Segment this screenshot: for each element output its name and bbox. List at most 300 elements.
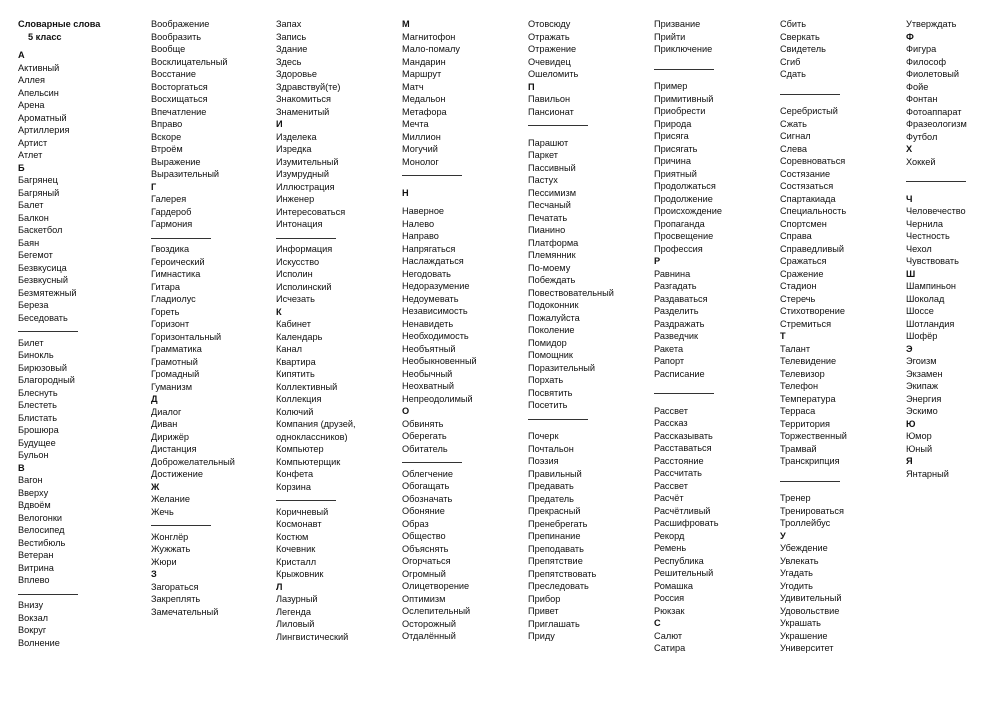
word-item: Безмятежный (18, 287, 77, 298)
word-item: Баян (18, 237, 40, 248)
word-item: Лазурный (276, 594, 318, 604)
letter-heading: Г (151, 181, 157, 192)
word-item: Разделить (654, 306, 699, 316)
word-item: Втроём (151, 144, 183, 154)
word-item: Расписание (654, 368, 705, 379)
word-item: Вправо (151, 119, 183, 129)
word-item: Республика (654, 555, 704, 566)
word-item: Хоккей (906, 156, 936, 167)
word-item: Корзина (276, 481, 311, 492)
word-item: Календарь (276, 331, 323, 342)
word-item: Удовольствие (780, 605, 840, 616)
word-item: Пессимизм (528, 187, 577, 198)
word-item: Мандарин (402, 56, 446, 67)
word-item: Впечатление (151, 106, 207, 117)
word-item: Предатель (528, 493, 574, 504)
word-item: Восторгаться (151, 81, 208, 92)
word-item: Шотландия (906, 318, 955, 329)
word-item: Шоколад (906, 293, 945, 304)
word-item: Ненавидеть (402, 318, 454, 329)
word-item: Примитивный (654, 93, 714, 104)
column-3 (276, 18, 402, 643)
word-item: Пассивный (528, 162, 576, 173)
word-item: Расчётливый (654, 505, 711, 516)
word-item: Брошюра (18, 425, 59, 435)
word-item: Изделека (276, 131, 317, 142)
letter-heading: Д (151, 394, 158, 404)
word-item: Интонация (276, 219, 323, 229)
word-item: Помощник (528, 350, 573, 360)
word-item: Расставаться (654, 443, 712, 453)
word-item: Честность (906, 231, 950, 241)
word-item: Квартира (276, 356, 316, 367)
word-item: Компания (друзей, (276, 419, 356, 429)
word-item: Баскетбол (18, 225, 63, 235)
word-item: Продолжаться (654, 181, 716, 191)
word-item: Медальон (402, 94, 446, 104)
word-item: Иллюстрация (276, 181, 335, 192)
letter-heading: А (18, 50, 25, 60)
word-item: Раздаваться (654, 293, 708, 304)
word-item: Предавать (528, 481, 574, 491)
word-item: Космонавт (276, 519, 322, 529)
separator-line (654, 386, 780, 399)
word-item: Гуманизм (151, 381, 193, 392)
word-item: Осторожный (402, 618, 457, 629)
word-item: Балет (18, 200, 44, 210)
word-item: Юмор (906, 431, 932, 441)
word-item: Пропаганда (654, 218, 705, 229)
word-item: Утверждать (906, 19, 957, 29)
word-item: Преследовать (528, 581, 589, 591)
word-item: Компьютер (276, 444, 324, 454)
word-item: Рассвет (654, 480, 688, 491)
word-item: По-моему (528, 262, 571, 273)
word-item: Гвоздика (151, 244, 190, 254)
word-item: Горизонтальный (151, 331, 222, 342)
word-item: Интересоваться (276, 206, 346, 217)
letter-heading: И (276, 119, 283, 129)
word-item: Состязание (780, 168, 831, 179)
word-item: Знакомиться (276, 94, 331, 104)
word-item: Подоконник (528, 300, 579, 310)
word-item: Помидор (528, 337, 567, 348)
letter-heading: Э (906, 343, 913, 354)
word-item: Чернила (906, 218, 944, 229)
word-item: Телевидение (780, 356, 837, 366)
word-item: Запах (276, 19, 302, 29)
word-item: Общество (402, 531, 446, 541)
word-item: Галерея (151, 194, 187, 204)
word-item: Артист (18, 137, 48, 148)
word-item: Пример (654, 81, 688, 91)
word-item: Велосипед (18, 525, 65, 535)
word-item: Справа (780, 231, 812, 241)
word-item: Поразительный (528, 362, 596, 373)
word-item: Вверху (18, 487, 49, 498)
word-item: Героический (151, 256, 205, 267)
word-item: Поколение (528, 325, 575, 335)
word-item: Маршрут (402, 69, 442, 79)
word-item: Юный (906, 443, 933, 454)
word-item: Легенда (276, 606, 311, 617)
word-item: Гладиолус (151, 294, 196, 304)
word-item: Природа (654, 118, 692, 129)
word-item: Матч (402, 81, 424, 92)
letter-heading: Т (780, 331, 786, 341)
word-item: Сбить (780, 19, 807, 29)
letter-heading: Н (402, 187, 409, 198)
word-item: Разгадать (654, 281, 697, 291)
word-item: Расчёт (654, 493, 684, 503)
word-item: Грамматика (151, 344, 202, 354)
word-item: Порхать (528, 375, 564, 385)
word-item: Раздражать (654, 318, 705, 329)
word-item: Неохватный (402, 381, 455, 391)
word-item: Апельсин (18, 87, 59, 98)
word-item: Благородный (18, 375, 75, 385)
word-item: Стихотворение (780, 306, 846, 316)
word-item: Необъятный (402, 343, 456, 354)
word-item: Прекрасный (528, 506, 581, 516)
word-item: Преподавать (528, 543, 584, 554)
word-item: Повествовательный (528, 287, 614, 298)
word-item: Жечь (151, 506, 174, 517)
separator-line (276, 231, 402, 244)
word-item: Приключение (654, 44, 713, 54)
word-item: Жонглёр (151, 531, 189, 542)
column-4 (402, 18, 528, 643)
word-item: Гармония (151, 219, 193, 229)
word-item: Рассвет (654, 405, 688, 416)
word-item: Сгиб (780, 56, 801, 67)
word-item: Соревноваться (780, 156, 846, 166)
word-item: Экипаж (906, 381, 938, 391)
letter-heading: З (151, 569, 157, 579)
word-item: Направо (402, 231, 439, 241)
word-item: Платформа (528, 237, 579, 248)
letter-heading: С (654, 618, 661, 628)
word-item: Чувствовать (906, 256, 959, 266)
word-item: Продолжение (654, 193, 713, 204)
word-item: Закреплять (151, 594, 201, 604)
word-item: Миллион (402, 131, 441, 142)
letter-heading: П (528, 81, 535, 92)
word-item: Дистанция (151, 444, 197, 454)
word-item: Наверное (402, 206, 445, 216)
word-item: Транскрипция (780, 456, 840, 466)
word-item: Ослепительный (402, 606, 471, 616)
word-item: Удивительный (780, 593, 842, 603)
word-item: Огромный (402, 568, 446, 579)
word-item: Профессия (654, 243, 703, 254)
word-item: Билет (18, 337, 44, 348)
word-item: Приобрести (654, 106, 706, 116)
column-8 (906, 18, 978, 480)
word-item: Рекорд (654, 530, 685, 541)
word-item: Правильный (528, 468, 582, 479)
word-item: Мечта (402, 119, 429, 129)
word-item: Артиллерия (18, 125, 70, 135)
word-item: Кипятить (276, 369, 315, 379)
word-item: Парашют (528, 137, 569, 148)
word-item: Монолог (402, 156, 439, 167)
word-item: Обозначать (402, 493, 453, 504)
word-item: Коричневый (276, 506, 329, 517)
separator-line (402, 455, 528, 468)
word-item: Метафора (402, 106, 447, 117)
word-item: Посетить (528, 400, 568, 410)
word-item: Лингвистический (276, 631, 349, 642)
separator-line (276, 493, 402, 506)
heading-text: Словарные слова (18, 19, 101, 29)
word-item: Жюри (151, 556, 177, 567)
word-item: Безвкусица (18, 262, 67, 273)
word-item: Пренебрегать (528, 518, 588, 529)
word-item: Лиловый (276, 619, 315, 629)
word-item: Телефон (780, 381, 819, 391)
letter-heading: О (402, 406, 410, 416)
word-item: Недоумевать (402, 293, 459, 304)
word-item: Серебристый (780, 106, 838, 116)
word-item: Пианино (528, 225, 566, 235)
separator-line (780, 474, 906, 487)
word-item: Ветеран (18, 550, 54, 560)
word-item: Рассчитать (654, 468, 702, 478)
word-item: Здесь (276, 56, 302, 67)
word-item: Могучий (402, 144, 438, 154)
word-item: Бегемот (18, 250, 53, 260)
word-item: Увлекать (780, 555, 819, 566)
word-item: Непреодолимый (402, 393, 473, 404)
word-item: Экзамен (906, 368, 943, 379)
separator-line (654, 62, 780, 75)
word-item: Состязаться (780, 181, 834, 191)
letter-heading: М (402, 19, 410, 29)
word-item: Беседовать (18, 312, 68, 323)
word-item: Информация (276, 244, 333, 254)
word-item: Препятствовать (528, 568, 597, 579)
word-item: Торжественный (780, 431, 847, 441)
column-5 (528, 18, 654, 643)
word-item: Гитара (151, 281, 181, 292)
word-item: Паркет (528, 150, 558, 160)
word-item: Волнение (18, 637, 60, 648)
word-item: Загораться (151, 581, 199, 592)
word-item: одноклассников) (276, 431, 348, 442)
word-item: Вестибюль (18, 537, 66, 548)
letter-heading: Ю (906, 418, 916, 429)
word-item: Пансионат (528, 106, 574, 117)
column-2 (151, 18, 277, 618)
word-item: Здание (276, 44, 308, 54)
word-item: Вагон (18, 475, 43, 485)
word-item: Исчезать (276, 294, 315, 304)
word-item: Чехол (906, 243, 932, 254)
word-item: Кабинет (276, 319, 311, 329)
word-item: Фиолетовый (906, 69, 960, 79)
word-item: Береза (18, 300, 49, 310)
word-item: Тренер (780, 493, 811, 503)
word-item: Температура (780, 393, 836, 404)
word-item: Побеждать (528, 275, 576, 285)
word-item: Кристалл (276, 556, 317, 567)
separator-line (18, 324, 144, 337)
word-item: Громадный (151, 369, 200, 379)
word-item: Отражать (528, 31, 570, 42)
word-item: Балкон (18, 212, 49, 223)
word-item: Олицетворение (402, 581, 470, 591)
word-item: Сигнал (780, 131, 811, 141)
word-item: Отдалённый (402, 631, 456, 641)
separator-line (906, 174, 978, 187)
word-item: Павильон (528, 94, 571, 104)
word-item: Стремиться (780, 318, 832, 329)
word-item: Рассказывать (654, 430, 713, 441)
word-item: Фонтан (906, 94, 938, 104)
word-item: Багрянец (18, 175, 58, 185)
word-item: Приятный (654, 168, 697, 179)
word-item: Энергия (906, 393, 942, 404)
word-item: Необходимость (402, 331, 469, 341)
word-item: Коллективный (276, 381, 338, 392)
letter-heading: Р (654, 256, 661, 266)
word-item: Расстояние (654, 455, 704, 466)
word-item: Украшение (780, 630, 828, 641)
word-item: Блестеть (18, 400, 57, 410)
word-item: Обитатель (402, 443, 448, 454)
word-item: Угодить (780, 580, 813, 591)
word-item: Магнитофон (402, 31, 456, 42)
word-item: Обогащать (402, 481, 450, 491)
word-item: Объяснять (402, 543, 449, 554)
word-item: Внизу (18, 600, 44, 610)
word-item: Рюкзак (654, 605, 685, 616)
column-7 (780, 18, 906, 655)
word-item: Поэзия (528, 456, 559, 466)
word-item: Препятствие (528, 556, 583, 566)
word-item: Присяга (654, 131, 689, 141)
word-item: Справедливый (780, 243, 844, 254)
word-item: Стеречь (780, 293, 816, 304)
letter-heading: Л (276, 581, 283, 592)
word-item: Ароматный (18, 112, 67, 123)
word-item: Бирюзовый (18, 362, 67, 373)
word-item: Посвятить (528, 387, 573, 398)
word-item: Колючий (276, 406, 314, 417)
word-item: Налево (402, 218, 435, 229)
word-item: Трамвай (780, 443, 817, 454)
word-item: Решительный (654, 568, 714, 578)
word-item: Необычный (402, 368, 453, 379)
word-item: Необыкновенный (402, 356, 477, 366)
word-item: Доброжелательный (151, 456, 235, 467)
word-item: Ремень (654, 543, 687, 553)
separator-line (528, 118, 654, 131)
letter-heading: К (276, 306, 282, 317)
word-item: Вплево (18, 575, 50, 585)
letter-heading: Я (906, 456, 913, 466)
word-item: Привет (528, 606, 559, 616)
word-item: Воображение (151, 19, 210, 29)
word-item: Янтарный (906, 468, 949, 479)
word-item: Изумрудный (276, 169, 329, 179)
word-item: Оберегать (402, 431, 447, 441)
word-item: Талант (780, 343, 811, 354)
word-item: Призвание (654, 19, 701, 29)
word-item: Эскимо (906, 406, 938, 416)
word-item: Украшать (780, 618, 821, 628)
word-item: Обоняние (402, 506, 445, 516)
column-1 (18, 18, 144, 649)
letter-heading: Ш (906, 268, 916, 279)
letter-heading: Ф (906, 31, 914, 42)
word-item: Почерк (528, 431, 559, 441)
word-item: Выразительный (151, 169, 220, 179)
word-item: Стадион (780, 281, 817, 291)
word-item: Сжать (780, 118, 807, 129)
word-item: Запись (276, 31, 307, 42)
word-item: Крыжовник (276, 569, 324, 579)
word-item: Шампиньон (906, 281, 956, 291)
word-item: Отражение (528, 44, 577, 54)
word-item: Троллейбус (780, 518, 831, 528)
word-item: Слева (780, 143, 807, 154)
word-item: Ракета (654, 343, 684, 354)
word-item: Фигура (906, 44, 937, 54)
word-item: Рапорт (654, 356, 685, 366)
word-item: Достижение (151, 469, 203, 479)
word-item: Тренироваться (780, 505, 844, 516)
column-6 (654, 18, 780, 655)
word-item: Университет (780, 643, 834, 653)
separator-line (151, 518, 277, 531)
separator-line (18, 587, 144, 600)
word-item: Прийти (654, 31, 686, 42)
word-item: Прибор (528, 593, 561, 604)
word-item: Вскоре (151, 131, 182, 142)
letter-heading: Х (906, 144, 913, 154)
word-item: Искусство (276, 256, 320, 267)
word-item: Вокзал (18, 612, 49, 623)
letter-heading: Б (18, 162, 25, 173)
word-item: Активный (18, 62, 60, 73)
word-item: Шоссе (906, 306, 934, 316)
word-item: Препинание (528, 531, 581, 541)
word-item: Изумительный (276, 156, 339, 167)
word-item: Сверкать (780, 31, 820, 42)
word-item: Человечество (906, 206, 966, 216)
word-item: Восстание (151, 69, 196, 79)
word-item: Напрягаться (402, 243, 456, 254)
word-item: Желание (151, 494, 190, 504)
word-item: Просвещение (654, 231, 714, 241)
word-item: Бинокль (18, 350, 54, 360)
word-item: Диалог (151, 406, 182, 417)
word-item: Здравствуй(те) (276, 81, 341, 92)
word-item: Гардероб (151, 206, 192, 217)
word-item: Знаменитый (276, 106, 330, 117)
separator-line (402, 168, 528, 181)
word-item: Безвкусный (18, 275, 69, 285)
word-item: Телевизор (780, 368, 825, 379)
word-item: Негодовать (402, 268, 451, 279)
word-item: Канал (276, 344, 303, 354)
word-item: Пастух (528, 175, 558, 185)
word-item: Исполинский (276, 281, 332, 292)
word-item: Очевидец (528, 56, 571, 67)
word-item: Образ (402, 518, 429, 529)
